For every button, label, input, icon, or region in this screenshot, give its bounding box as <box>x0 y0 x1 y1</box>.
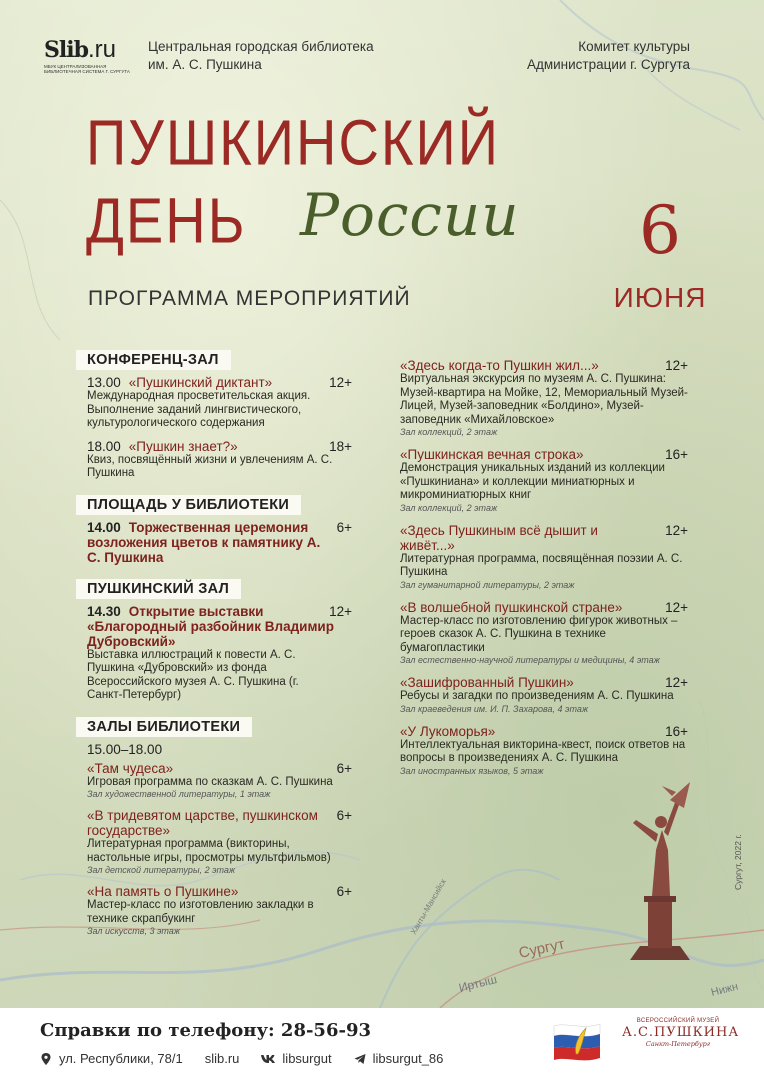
event-place: Зал иностранных языков, 5 этаж <box>400 765 544 776</box>
program-left-column <box>76 350 366 951</box>
committee-name <box>527 38 690 74</box>
event-description: Демонстрация уникальных изданий из коллекции «Пушкиниана» и коллекции миниатюрных и микроминиатюрных книг <box>400 462 665 501</box>
title-script: России <box>300 181 520 249</box>
event-description: Виртуальная экскурсия по музеям А. С. Пушкина: Музей-квартира на Мойке, 12, Мемориальный Музей-Лицей, Музей-заповедник «Болдино», Музей-заповедник «Михайловское» <box>400 373 688 426</box>
age-rating: 12+ <box>329 603 352 619</box>
age-rating: 6+ <box>336 519 352 535</box>
age-rating: 12+ <box>665 358 688 373</box>
event-item <box>400 358 688 438</box>
telegram-icon <box>354 1053 366 1065</box>
event-time: 13.00 <box>87 375 121 390</box>
site-item[interactable] <box>205 1051 240 1066</box>
event-title: «В тридевятом царстве, пушкинском государстве» <box>87 808 318 838</box>
event-place: Зал коллекций, 2 этаж <box>400 427 498 437</box>
museum-signature: Санкт-Петербург <box>645 1040 711 1048</box>
age-rating: 12+ <box>665 675 688 690</box>
telegram-handle[interactable]: libsurgut_86 <box>372 1051 444 1066</box>
event-description: Игровая программа по сказкам А. С. Пушкина <box>87 775 333 788</box>
date-month: ИЮНЯ <box>613 282 707 313</box>
event-item <box>400 523 688 591</box>
credit-line: Сургут, 2022 г. <box>733 834 743 890</box>
telegram-item[interactable] <box>354 1051 444 1066</box>
slib-logo[interactable] <box>44 36 136 76</box>
event-title: «Здесь когда-то Пушкин жил...» <box>400 358 599 373</box>
phone-info: Справки по телефону: 28-56-93 <box>40 1020 372 1041</box>
event-description: Квиз, посвящённый жизни и увлечениям А. С. Пушкина <box>87 453 333 479</box>
logo-domain: .ru <box>88 36 117 63</box>
library-name-line1: Центральная городская библиотека <box>148 39 374 54</box>
section-heading: ПУШКИНСКИЙ ЗАЛ <box>76 579 241 599</box>
age-rating: 18+ <box>329 438 352 454</box>
pushkin-statue-illustration <box>630 782 690 960</box>
event-title: «У Лукоморья» <box>400 723 496 739</box>
event-description: Ребусы и загадки по произведениям А. С. Пушкина <box>400 690 674 702</box>
event-description: Мастер-класс по изготовлению фигурок животных – героев сказок А. С. Пушкина в технике бумагопластики <box>400 614 678 654</box>
event-item <box>76 375 366 431</box>
event-item <box>400 724 688 777</box>
vk-item[interactable] <box>261 1051 331 1066</box>
program-subtitle: ПРОГРАММА МЕРОПРИЯТИЙ <box>88 287 411 310</box>
location-pin-icon <box>40 1053 52 1065</box>
event-place: Зал художественной литературы, 1 этаж <box>87 789 271 799</box>
address-text: ул. Республики, 78/1 <box>59 1051 183 1066</box>
event-time: 14.30 <box>87 603 121 619</box>
event-item <box>76 884 366 937</box>
program-right-column <box>400 358 688 786</box>
section-heading: ПЛОЩАДЬ У БИБЛИОТЕКИ <box>76 495 301 515</box>
museum-name: А.С.ПУШКИНА <box>622 1025 740 1040</box>
age-rating: 12+ <box>665 522 688 538</box>
title-line1: ПУШКИНСКИЙ <box>86 105 501 179</box>
event-item <box>400 600 688 667</box>
age-rating: 16+ <box>665 723 688 739</box>
section-library-square <box>76 495 366 565</box>
event-item <box>76 439 366 481</box>
event-item <box>76 604 366 703</box>
logo-text: Slib <box>44 37 88 63</box>
age-rating: 16+ <box>665 447 688 462</box>
event-title: «Пушкинская вечная строка» <box>400 447 584 462</box>
event-item <box>76 761 366 801</box>
event-title: «Зашифрованный Пушкин» <box>400 675 574 690</box>
date-day: 6 <box>639 192 681 269</box>
event-title: «Там чудеса» <box>87 760 174 776</box>
vk-icon <box>261 1054 275 1064</box>
pushkin-museum-logo <box>622 1018 740 1066</box>
age-rating: 12+ <box>329 375 352 390</box>
contact-row <box>40 1051 443 1066</box>
event-place: Зал коллекций, 2 этаж <box>400 502 498 513</box>
event-title: «На память о Пушкине» <box>87 884 239 899</box>
event-item <box>400 447 688 514</box>
event-place: Зал детской литературы, 2 этаж <box>87 865 236 875</box>
age-rating: 6+ <box>336 760 352 776</box>
time-range: 15.00–18.00 <box>87 741 163 757</box>
event-place: Зал естественно-научной литературы и медицины, 4 этаж <box>400 655 660 665</box>
age-rating: 6+ <box>336 884 352 899</box>
event-description: Мастер-класс по изготовлению закладки в технике скрапбукинг <box>87 899 314 925</box>
event-description: Выставка иллюстраций к повести А. С. Пушкина «Дубровский» из фонда Всероссийского музея А. С. Пушкина (г. Санкт-Петербург) <box>87 648 299 701</box>
section-heading: ЗАЛЫ БИБЛИОТЕКИ <box>76 717 252 737</box>
event-place: Зал искусств, 3 этаж <box>87 926 180 936</box>
event-title: «Здесь Пушкиным всё дышит и живёт...» <box>400 522 598 553</box>
event-title: «Пушкин знает?» <box>128 438 238 454</box>
address-item <box>40 1051 183 1066</box>
museum-top-text: ВСЕРОССИЙСКИЙ МУЗЕЙ <box>636 1018 720 1024</box>
logo-subtitle: МБУК ЦЕНТРАЛИЗОВАННАЯ БИБЛИОТЕЧНАЯ СИСТЕМА Г. СУРГУТА <box>44 64 130 74</box>
committee-line2: Администрации г. Сургута <box>526 57 690 72</box>
event-title: «Пушкинский диктант» <box>128 375 273 390</box>
title-line2: ДЕНЬ <box>86 183 247 257</box>
event-title: Торжественная церемония возложения цветов к памятнику А. С. Пушкина <box>87 519 321 565</box>
event-place: Зал гуманитарной литературы, 2 этаж <box>400 579 575 590</box>
vk-handle[interactable]: libsurgut <box>282 1051 332 1066</box>
library-name-line2: им. А. С. Пушкина <box>148 57 262 72</box>
event-description: Литературная программа, посвящённая поэзии А. С. Пушкина <box>400 552 683 578</box>
map-label-khanty: Ханты-Мансийск <box>408 877 448 936</box>
map-label-surgut: Сургут <box>517 935 567 962</box>
map-label-nizhn: Нижн <box>709 980 740 999</box>
event-title: Открытие выставки «Благородный разбойник Владимир Дубровский» <box>87 603 334 649</box>
event-time: 18.00 <box>87 438 121 454</box>
library-name <box>148 38 374 74</box>
section-pushkin-hall <box>76 579 366 703</box>
event-description: Международная просветительская акция. Выполнение заданий лингвистического, культурологического содержания <box>87 390 311 429</box>
event-item <box>76 520 366 565</box>
event-item <box>400 675 688 715</box>
map-label-irtysh: Иртыш <box>457 971 499 995</box>
event-title: «В волшебной пушкинской стране» <box>400 599 623 615</box>
event-item <box>76 808 366 876</box>
section-library-halls <box>76 717 366 938</box>
age-rating: 6+ <box>336 808 352 823</box>
event-description: Литературная программа (викторины, настольные игры, просмотры мультфильмов) <box>87 838 331 864</box>
site-link[interactable]: slib.ru <box>204 1051 240 1066</box>
russia-flag-feather-logo <box>552 1020 602 1064</box>
committee-line1: Комитет культуры <box>578 39 690 54</box>
section-conference-hall <box>76 350 366 481</box>
event-description: Интеллектуальная викторина-квест, поиск ответов на вопросы в произведениях А. С. Пушкина <box>400 738 686 764</box>
event-place: Зал краеведения им. И. П. Захарова, 4 этаж <box>400 703 589 714</box>
section-heading: КОНФЕРЕНЦ-ЗАЛ <box>76 350 231 370</box>
event-time: 14.00 <box>87 519 121 535</box>
age-rating: 12+ <box>665 599 688 615</box>
